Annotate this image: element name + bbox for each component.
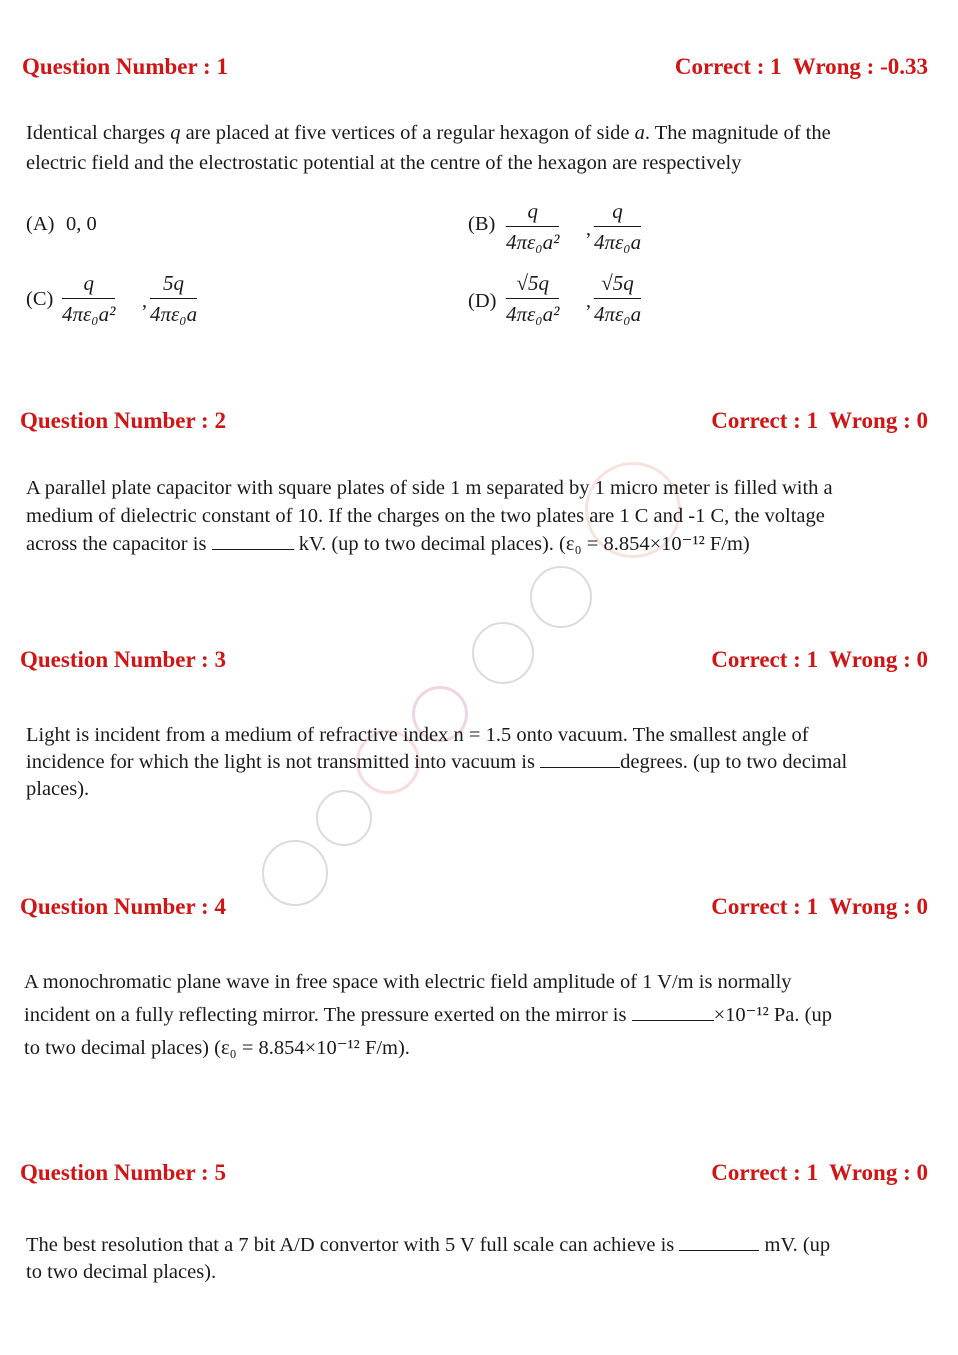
- marking-scheme: Correct : 1 Wrong : -0.33: [674, 54, 928, 79]
- question-text: Light is incident from a medium of refractive index n = 1.5 onto vacuum. The smallest angle of incidence for which the light is not transmitted into vacuum is degrees. (up to two decimal places).: [26, 724, 848, 800]
- question-text: A parallel plate capacitor with square plates of side 1 m separated by 1 micro meter is filled with a medium of dielectric constant of 10. If the charges on the two plates are 1 C and -1 C, the voltage across the capacitor is kV. (up to two decimal places). (ε₀ = 8.854×10⁻¹² F/m): [26, 477, 833, 555]
- question-header: [0, 894, 958, 924]
- question-number: Question Number : 4: [20, 894, 226, 919]
- marking-scheme: Correct : 1 Wrong : 0: [711, 408, 928, 433]
- question-header: [0, 647, 958, 677]
- question-text: The best resolution that a 7 bit A/D convertor with 5 V full scale can achieve is mV. (up to two decimal places).: [26, 1234, 831, 1283]
- option-d-label: (D): [468, 290, 497, 312]
- answer-blank[interactable]: [212, 531, 294, 550]
- option-c-fraction-1: $\frac{q}{\text{4πε₀a²}}$: [62, 271, 116, 326]
- watermark-seal: [530, 566, 592, 628]
- question-header: [0, 408, 958, 438]
- question-header: [0, 1160, 958, 1190]
- option-separator: ,: [586, 218, 591, 240]
- question-text: Identical charges q are placed at five vertices of a regular hexagon of side a. The magnitude of the electric field and the electrostatic potential at the centre of the hexagon are respectively: [26, 122, 831, 174]
- question-number: Question Number : 1: [22, 54, 228, 79]
- question-number: Question Number : 2: [20, 408, 226, 433]
- option-b-fraction-2: $\frac{q}{\text{4πε₀a}}$: [594, 199, 642, 254]
- option-a-value: 0, 0: [66, 213, 97, 235]
- option-separator: ,: [142, 290, 147, 312]
- question-header: [0, 54, 958, 84]
- answer-blank[interactable]: [540, 749, 620, 768]
- option-a-label: (A): [26, 213, 55, 235]
- question-number: Question Number : 3: [20, 647, 226, 672]
- marking-scheme: Correct : 1 Wrong : 0: [711, 894, 928, 919]
- question-number: Question Number : 5: [20, 1160, 226, 1185]
- question-text: A monochromatic plane wave in free space with electric field amplitude of 1 V/m is normally incident on a fully reflecting mirror. The pressure exerted on the mirror is ×10⁻¹² Pa. (up to two decimal places) (ε₀ = 8.854×10⁻¹² F/m).: [24, 971, 832, 1059]
- option-b-label: (B): [468, 213, 496, 235]
- answer-blank[interactable]: [632, 1002, 714, 1021]
- option-b-fraction-1: $\frac{q}{\text{4πε₀a²}}$: [506, 199, 560, 254]
- option-c-fraction-2: $\frac{5q}{\text{4πε₀a}}$: [150, 271, 198, 326]
- answer-blank[interactable]: [679, 1232, 759, 1251]
- marking-scheme: Correct : 1 Wrong : 0: [711, 647, 928, 672]
- marking-scheme: Correct : 1 Wrong : 0: [711, 1160, 928, 1185]
- option-separator: ,: [586, 290, 591, 312]
- option-d-fraction-1: $\frac{√5q}{\text{4πε₀a²}}$: [506, 271, 560, 326]
- option-c-label: (C): [26, 288, 54, 310]
- option-d-fraction-2: $\frac{√5q}{\text{4πε₀a}}$: [594, 271, 642, 326]
